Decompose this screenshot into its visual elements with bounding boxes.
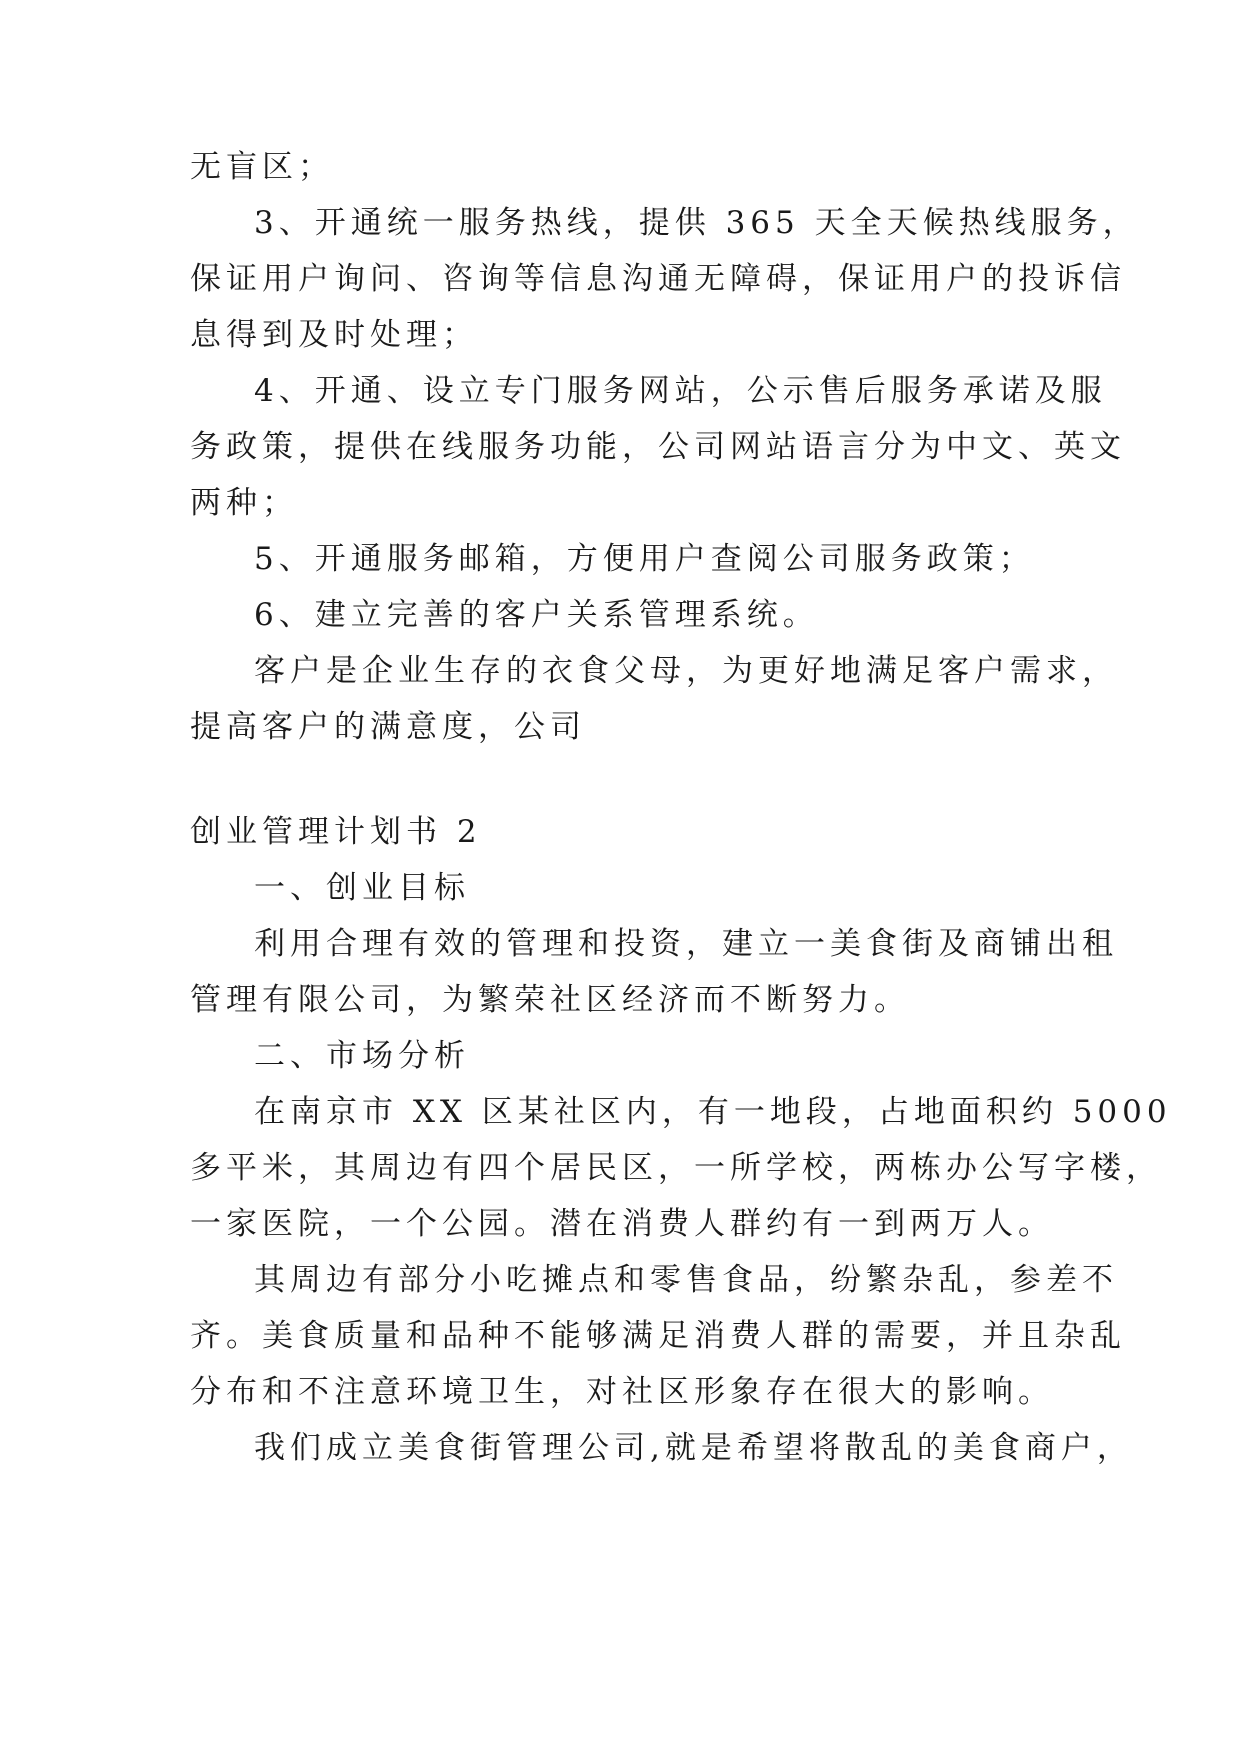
paragraph-line: 息得到及时处理；: [190, 317, 478, 353]
section-title: 创业管理计划书 2: [190, 814, 482, 850]
paragraph-line: 一家医院，一个公园。潜在消费人群约有一到两万人。: [190, 1206, 1054, 1242]
heading-line: 一、创业目标: [254, 870, 470, 906]
paragraph-line: 保证用户询问、咨询等信息沟通无障碍，保证用户的投诉信: [190, 261, 1126, 297]
paragraph-line: 客户是企业生存的衣食父母，为更好地满足客户需求，: [254, 653, 1118, 689]
paragraph-line: 5、开通服务邮箱，方便用户查阅公司服务政策；: [254, 541, 1035, 577]
paragraph-line: 务政策，提供在线服务功能，公司网站语言分为中文、英文: [190, 429, 1126, 465]
paragraph-line: 我们成立美食街管理公司,就是希望将散乱的美食商户，: [254, 1430, 1133, 1466]
paragraph-line: 4、开通、设立专门服务网站，公示售后服务承诺及服: [254, 373, 1107, 409]
paragraph-line: 6、建立完善的客户关系管理系统。: [254, 597, 819, 633]
heading-line: 二、市场分析: [254, 1038, 470, 1074]
paragraph-line: 提高客户的满意度，公司: [190, 709, 586, 745]
paragraph-line: 利用合理有效的管理和投资，建立一美食街及商铺出租: [254, 926, 1118, 962]
paragraph-line: 管理有限公司，为繁荣社区经济而不断努力。: [190, 982, 910, 1018]
paragraph-line: 3、开通统一服务热线，提供 365 天全天候热线服务，: [254, 205, 1139, 241]
paragraph-line: 无盲区；: [190, 149, 334, 185]
paragraph-line: 齐。美食质量和品种不能够满足消费人群的需要，并且杂乱: [190, 1318, 1126, 1354]
paragraph-line: 分布和不注意环境卫生，对社区形象存在很大的影响。: [190, 1374, 1054, 1410]
paragraph-line: 在南京市 XX 区某社区内，有一地段，占地面积约 5000: [254, 1094, 1172, 1130]
paragraph-line: 多平米，其周边有四个居民区，一所学校，两栋办公写字楼，: [190, 1150, 1162, 1186]
paragraph-line: 其周边有部分小吃摊点和零售食品，纷繁杂乱，参差不: [254, 1262, 1118, 1298]
paragraph-line: 两种；: [190, 485, 298, 521]
